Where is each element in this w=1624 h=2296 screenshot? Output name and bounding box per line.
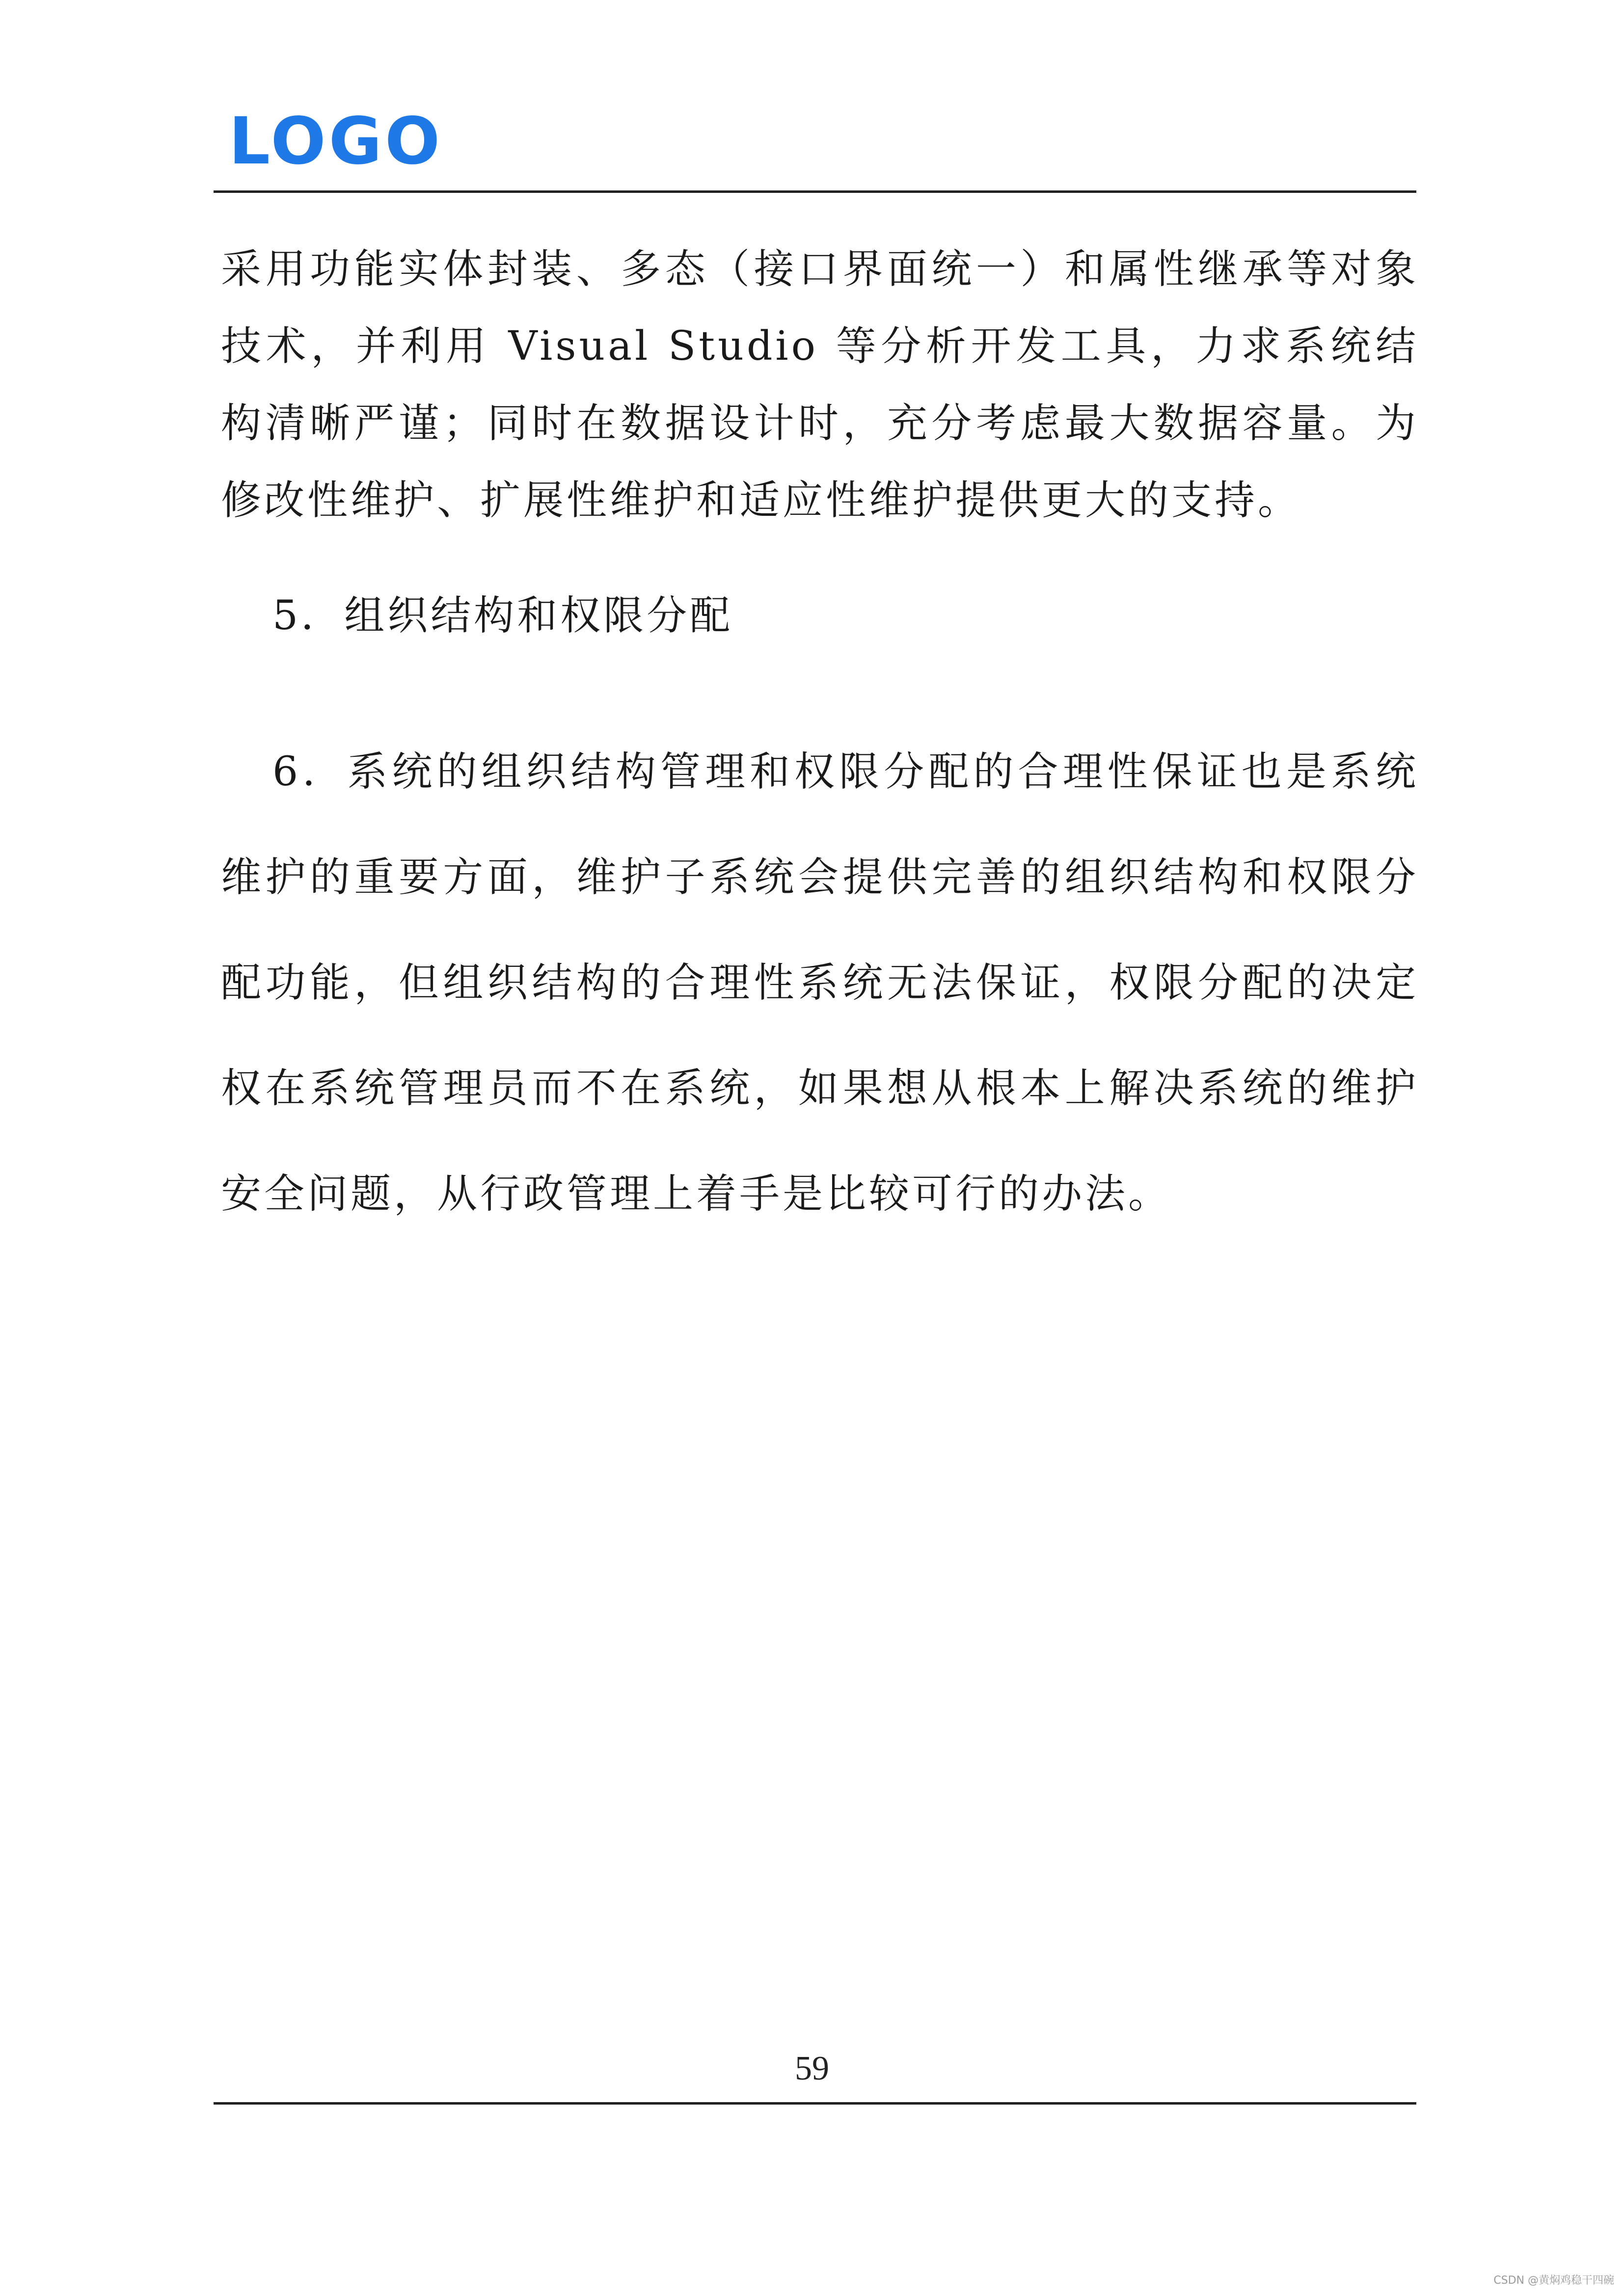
section-heading-5: 5．组织结构和权限分配 <box>272 592 733 639</box>
watermark: CSDN @黄焖鸡稳干四碗 <box>1493 2274 1614 2287</box>
body-paragraph-1: 采用功能实体封装、多态（接口界面统一）和属性继承等对象技术，并利用 Visual Studio 等分析开发工具，力求系统结构清晰严谨；同时在数据设计时，充分考虑最大数据容量。为修改性维护、扩展性维护和适应性维护提供更大的支持。 <box>221 246 1419 524</box>
header-divider <box>214 190 1416 193</box>
page-number: 59 <box>795 2050 829 2087</box>
body-paragraph-6: 6．系统的组织结构管理和权限分配的合理性保证也是系统维护的重要方面，维护子系统会提供完善的组织结构和权限分配功能，但组织结构的合理性系统无法保证，权限分配的决定权在系统管理员而不在系统，如果想从根本上解决系统的维护安全问题，从行政管理上着手是比较可行的办法。 <box>221 748 1419 1217</box>
footer-divider <box>214 2102 1416 2105</box>
logo: LOGO <box>229 104 443 179</box>
